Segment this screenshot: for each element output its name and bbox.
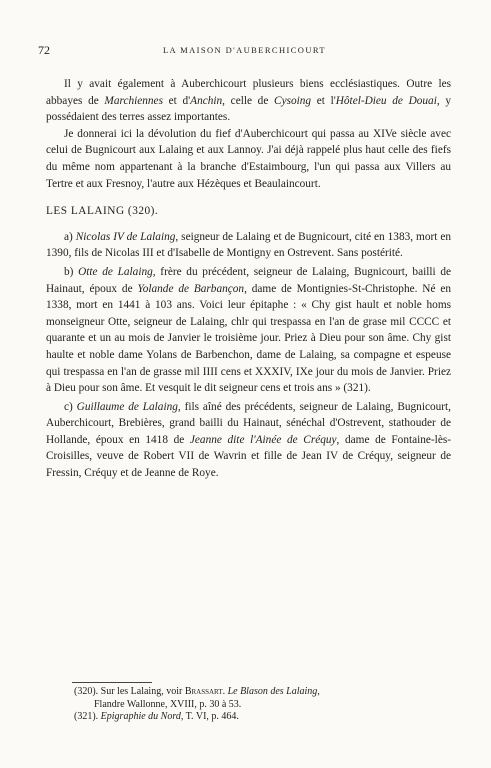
page-number: 72 xyxy=(38,43,50,57)
paragraph-fief-devolution: Je donnerai ici la dévolution du fief d'Auberchicourt qui passa au XIVe siècle avec celui de Bugnicourt aux Lalaing et aux Lannoy. J'ai déjà rappelé plus haut celle des fiefs du même nom appartenant à la branche d'Estaimbourg, l'un qui passa aux Villers au Tertre et aux Fresnoy, l'autre aux Hézèques et Beaulaincourt. xyxy=(46,127,451,190)
running-title: LA MAISON D'AUBERCHICOURT xyxy=(162,45,327,55)
page-header xyxy=(38,43,451,57)
footnote-320-continuation: Flandre Wallonne, XVIII, p. 30 à 53. xyxy=(94,698,242,710)
footnote-320: (320). Sur les Lalaing, voir Brassart. Le Blason des Lalaing, xyxy=(74,686,320,697)
footnotes xyxy=(74,686,434,724)
entry-a: a) Nicolas IV de Lalaing, seigneur de Lalaing et de Bugnicourt, cité en 1383, mort en 1390, fils de Nicolas III et d'Isabelle de Montigny en Ostrevent. Sans postérité. xyxy=(46,230,451,260)
entry-b: b) Otte de Lalaing, frère du précédent, seigneur de Lalaing, Bugnicourt, bailli de Hainaut, époux de Yolande de Barbançon, dame de Montignies-St-Christophe. Né en 1338, mort en 1441 à 103 ans. Voici leur épitaphe : « Chy gist hault et noble homs monseigneur Otte, seigneur de Lalaing, chlr qui trespassa en l'an de grase mil CCCC et quarante et un au mois de Janvier le troisième jour. Priez à Dieu pour son âme. Chy gist haulte et noble dame Yolans de Barbenchon, dame de Lalaing, sa compagne et espeuse qui trespassa en l'an de grasse mil IIII cens et XXXIV, IXe jour du mois de Janvier. Priez à Dieu pour son âme. Et vesquit le dit seigneur cens et trois ans » (321). xyxy=(46,265,451,395)
section-heading: LES LALAING (320). xyxy=(46,205,159,218)
footnote-divider xyxy=(72,682,152,683)
body-text xyxy=(46,76,451,482)
entry-c: c) Guillaume de Lalaing, fils aîné des précédents, seigneur de Lalaing, Bugnicourt, Auberchicourt, Brebières, grand bailli du Hainaut, sénéchal d'Ostrevent, stathouder de Hollande, époux en 1418 de Jeanne dite l'Ainée de Créquy, dame de Fontaine-lès-Croisilles, veuve de Robert VII de Wavrin et fille de Jean IV de Créquy, seigneur de Fressin, Créquy et de Jeanne de Roye. xyxy=(46,400,452,480)
paragraph-ecclesiastical-holdings: Il y avait également à Auberchicourt plusieurs biens ecclésiastiques. Outre les abbayes de Marchiennes et d'Anchin, celle de Cysoing et l'Hôtel-Dieu de Douai, y possédaient des terres assez importantes. xyxy=(46,78,451,124)
footnote-321: (321). Epigraphie du Nord, T. VI, p. 464. xyxy=(74,711,239,723)
